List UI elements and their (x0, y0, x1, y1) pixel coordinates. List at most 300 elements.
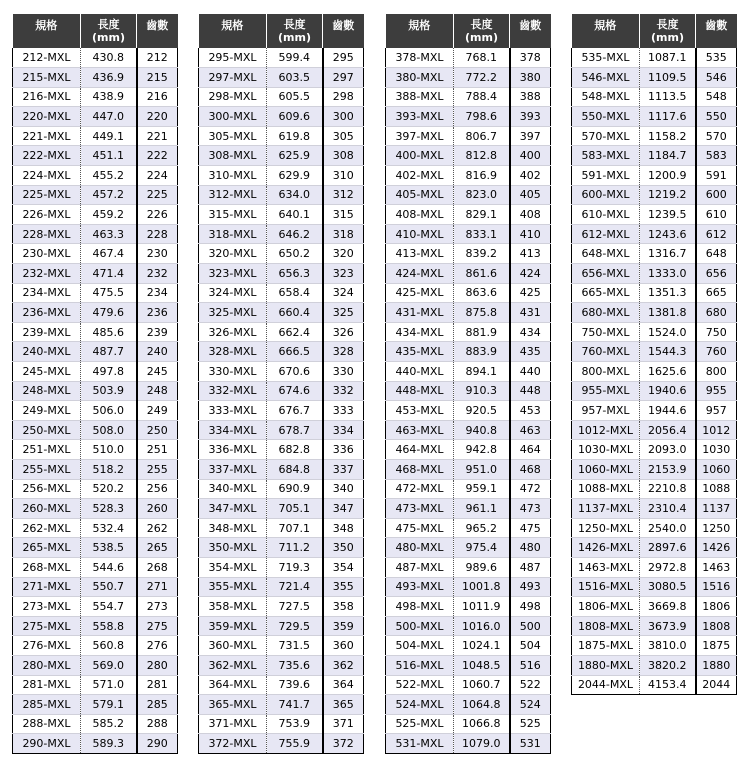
table-row (199, 224, 364, 244)
table-row (386, 655, 551, 675)
cell-teeth: 260 (137, 499, 178, 519)
cell-teeth: 1426 (696, 538, 737, 558)
cell-teeth: 326 (323, 322, 364, 342)
cell-spec: 318-MXL (199, 224, 267, 244)
cell-teeth: 271 (137, 577, 178, 597)
table-row (386, 205, 551, 225)
cell-teeth: 334 (323, 420, 364, 440)
cell-teeth: 535 (696, 48, 737, 68)
cell-length: 674.6 (267, 381, 323, 401)
cell-length: 2972.8 (640, 557, 696, 577)
header-spec: 規格 (13, 14, 81, 48)
table-row (386, 185, 551, 205)
cell-spec: 431-MXL (386, 303, 454, 323)
cell-spec: 265-MXL (13, 538, 81, 558)
cell-teeth: 224 (137, 166, 178, 186)
table-body (386, 48, 551, 753)
cell-length: 711.2 (267, 538, 323, 558)
cell-length: 589.3 (81, 734, 137, 754)
cell-teeth: 371 (323, 714, 364, 734)
cell-spec: 298-MXL (199, 87, 267, 107)
table-row (13, 146, 178, 166)
cell-teeth: 330 (323, 362, 364, 382)
cell-teeth: 362 (323, 655, 364, 675)
cell-length: 959.1 (454, 479, 510, 499)
table-row (386, 538, 551, 558)
cell-spec: 323-MXL (199, 264, 267, 284)
cell-teeth: 405 (510, 185, 551, 205)
cell-spec: 1463-MXL (572, 557, 640, 577)
cell-teeth: 285 (137, 695, 178, 715)
cell-spec: 378-MXL (386, 48, 454, 68)
cell-teeth: 336 (323, 440, 364, 460)
cell-length: 833.1 (454, 224, 510, 244)
cell-spec: 224-MXL (13, 166, 81, 186)
cell-teeth: 397 (510, 126, 551, 146)
cell-spec: 285-MXL (13, 695, 81, 715)
cell-spec: 648-MXL (572, 244, 640, 264)
cell-teeth: 2044 (696, 675, 737, 695)
table-row (572, 597, 737, 617)
table-row (572, 362, 737, 382)
cell-spec: 504-MXL (386, 636, 454, 656)
cell-teeth: 570 (696, 126, 737, 146)
cell-teeth: 358 (323, 597, 364, 617)
cell-spec: 226-MXL (13, 205, 81, 225)
table-row (199, 362, 364, 382)
table-row (199, 675, 364, 695)
cell-length: 1117.6 (640, 107, 696, 127)
table-row (199, 616, 364, 636)
cell-length: 741.7 (267, 695, 323, 715)
cell-teeth: 240 (137, 342, 178, 362)
cell-length: 1333.0 (640, 264, 696, 284)
cell-spec: 548-MXL (572, 87, 640, 107)
cell-teeth: 531 (510, 734, 551, 754)
cell-teeth: 273 (137, 597, 178, 617)
cell-length: 640.1 (267, 205, 323, 225)
cell-spec: 256-MXL (13, 479, 81, 499)
cell-teeth: 475 (510, 518, 551, 538)
cell-length: 684.8 (267, 459, 323, 479)
cell-spec: 468-MXL (386, 459, 454, 479)
cell-teeth: 546 (696, 68, 737, 88)
cell-teeth: 1806 (696, 597, 737, 617)
table-row (386, 381, 551, 401)
table-row (386, 616, 551, 636)
cell-length: 3810.0 (640, 636, 696, 656)
cell-spec: 360-MXL (199, 636, 267, 656)
cell-spec: 347-MXL (199, 499, 267, 519)
cell-spec: 310-MXL (199, 166, 267, 186)
cell-teeth: 410 (510, 224, 551, 244)
cell-length: 690.9 (267, 479, 323, 499)
cell-spec: 240-MXL (13, 342, 81, 362)
cell-length: 605.5 (267, 87, 323, 107)
cell-spec: 665-MXL (572, 283, 640, 303)
cell-spec: 472-MXL (386, 479, 454, 499)
cell-spec: 413-MXL (386, 244, 454, 264)
cell-length: 660.4 (267, 303, 323, 323)
table-header-row (572, 14, 737, 48)
table-row (572, 518, 737, 538)
spec-table-4 (571, 14, 737, 695)
header-length: 長度 (mm) (81, 14, 137, 48)
cell-teeth: 1012 (696, 420, 737, 440)
cell-spec: 535-MXL (572, 48, 640, 68)
cell-teeth: 222 (137, 146, 178, 166)
table-row (386, 126, 551, 146)
table-row (13, 577, 178, 597)
table-row (199, 244, 364, 264)
cell-spec: 239-MXL (13, 322, 81, 342)
cell-length: 3080.5 (640, 577, 696, 597)
table-row (13, 695, 178, 715)
table-row (572, 636, 737, 656)
cell-spec: 750-MXL (572, 322, 640, 342)
cell-spec: 2044-MXL (572, 675, 640, 695)
cell-spec: 487-MXL (386, 557, 454, 577)
cell-teeth: 212 (137, 48, 178, 68)
cell-teeth: 310 (323, 166, 364, 186)
table-row (572, 538, 737, 558)
cell-teeth: 448 (510, 381, 551, 401)
cell-spec: 434-MXL (386, 322, 454, 342)
table-row (199, 714, 364, 734)
table-row (199, 146, 364, 166)
table-row (572, 499, 737, 519)
cell-teeth: 431 (510, 303, 551, 323)
cell-teeth: 234 (137, 283, 178, 303)
cell-teeth: 354 (323, 557, 364, 577)
cell-spec: 365-MXL (199, 695, 267, 715)
table-row (386, 420, 551, 440)
cell-spec: 388-MXL (386, 87, 454, 107)
cell-spec: 546-MXL (572, 68, 640, 88)
table-row (13, 303, 178, 323)
cell-length: 1381.8 (640, 303, 696, 323)
cell-length: 705.1 (267, 499, 323, 519)
cell-spec: 326-MXL (199, 322, 267, 342)
cell-spec: 760-MXL (572, 342, 640, 362)
cell-length: 1524.0 (640, 322, 696, 342)
cell-length: 951.0 (454, 459, 510, 479)
cell-teeth: 550 (696, 107, 737, 127)
table-row (199, 342, 364, 362)
cell-spec: 516-MXL (386, 655, 454, 675)
cell-spec: 440-MXL (386, 362, 454, 382)
cell-length: 658.4 (267, 283, 323, 303)
cell-teeth: 800 (696, 362, 737, 382)
table-body (572, 48, 737, 695)
cell-spec: 1875-MXL (572, 636, 640, 656)
cell-teeth: 610 (696, 205, 737, 225)
table-row (572, 126, 737, 146)
cell-spec: 221-MXL (13, 126, 81, 146)
cell-length: 558.8 (81, 616, 137, 636)
table-row (13, 734, 178, 754)
table-row (13, 107, 178, 127)
cell-length: 1060.7 (454, 675, 510, 695)
table-row (13, 459, 178, 479)
table-row (386, 224, 551, 244)
cell-spec: 312-MXL (199, 185, 267, 205)
cell-teeth: 324 (323, 283, 364, 303)
cell-teeth: 1250 (696, 518, 737, 538)
cell-length: 768.1 (454, 48, 510, 68)
table-row (13, 283, 178, 303)
cell-spec: 273-MXL (13, 597, 81, 617)
cell-length: 1184.7 (640, 146, 696, 166)
table-row (199, 636, 364, 656)
spec-table-1 (12, 14, 178, 754)
cell-teeth: 464 (510, 440, 551, 460)
spec-table-2 (198, 14, 364, 754)
table-row (572, 166, 737, 186)
table-row (199, 303, 364, 323)
cell-length: 2056.4 (640, 420, 696, 440)
cell-length: 676.7 (267, 401, 323, 421)
cell-spec: 308-MXL (199, 146, 267, 166)
cell-length: 881.9 (454, 322, 510, 342)
cell-length: 518.2 (81, 459, 137, 479)
cell-spec: 464-MXL (386, 440, 454, 460)
cell-spec: 333-MXL (199, 401, 267, 421)
cell-length: 646.2 (267, 224, 323, 244)
cell-teeth: 365 (323, 695, 364, 715)
cell-teeth: 425 (510, 283, 551, 303)
cell-teeth: 504 (510, 636, 551, 656)
table-header-row (386, 14, 551, 48)
cell-teeth: 251 (137, 440, 178, 460)
cell-spec: 800-MXL (572, 362, 640, 382)
table-row (199, 205, 364, 225)
table-row (572, 420, 737, 440)
cell-spec: 232-MXL (13, 264, 81, 284)
cell-length: 1239.5 (640, 205, 696, 225)
cell-length: 2310.4 (640, 499, 696, 519)
cell-spec: 216-MXL (13, 87, 81, 107)
cell-spec: 1088-MXL (572, 479, 640, 499)
cell-length: 975.4 (454, 538, 510, 558)
cell-spec: 612-MXL (572, 224, 640, 244)
table-row (386, 695, 551, 715)
cell-spec: 1880-MXL (572, 655, 640, 675)
cell-teeth: 216 (137, 87, 178, 107)
cell-teeth: 400 (510, 146, 551, 166)
cell-teeth: 328 (323, 342, 364, 362)
table-row (572, 87, 737, 107)
cell-length: 585.2 (81, 714, 137, 734)
cell-teeth: 350 (323, 538, 364, 558)
cell-length: 735.6 (267, 655, 323, 675)
cell-length: 670.6 (267, 362, 323, 382)
table-row (572, 303, 737, 323)
cell-teeth: 249 (137, 401, 178, 421)
table-row (13, 185, 178, 205)
cell-spec: 480-MXL (386, 538, 454, 558)
table-row (13, 264, 178, 284)
table-row (572, 381, 737, 401)
cell-spec: 290-MXL (13, 734, 81, 754)
header-teeth: 齒數 (323, 14, 364, 48)
cell-teeth: 680 (696, 303, 737, 323)
cell-length: 1243.6 (640, 224, 696, 244)
cell-length: 508.0 (81, 420, 137, 440)
cell-teeth: 239 (137, 322, 178, 342)
cell-spec: 228-MXL (13, 224, 81, 244)
cell-length: 772.2 (454, 68, 510, 88)
table-row (13, 675, 178, 695)
cell-teeth: 600 (696, 185, 737, 205)
table-row (572, 244, 737, 264)
cell-spec: 320-MXL (199, 244, 267, 264)
cell-spec: 453-MXL (386, 401, 454, 421)
cell-teeth: 480 (510, 538, 551, 558)
cell-length: 532.4 (81, 518, 137, 538)
cell-length: 729.5 (267, 616, 323, 636)
cell-length: 609.6 (267, 107, 323, 127)
cell-length: 463.3 (81, 224, 137, 244)
cell-length: 579.1 (81, 695, 137, 715)
cell-teeth: 276 (137, 636, 178, 656)
cell-length: 3820.2 (640, 655, 696, 675)
cell-length: 629.9 (267, 166, 323, 186)
table-row (199, 264, 364, 284)
cell-spec: 230-MXL (13, 244, 81, 264)
header-teeth: 齒數 (696, 14, 737, 48)
table-row (572, 655, 737, 675)
cell-length: 753.9 (267, 714, 323, 734)
cell-length: 497.8 (81, 362, 137, 382)
cell-length: 554.7 (81, 597, 137, 617)
cell-spec: 271-MXL (13, 577, 81, 597)
cell-length: 910.3 (454, 381, 510, 401)
cell-teeth: 220 (137, 107, 178, 127)
cell-spec: 248-MXL (13, 381, 81, 401)
cell-spec: 583-MXL (572, 146, 640, 166)
cell-length: 2897.6 (640, 538, 696, 558)
cell-teeth: 1875 (696, 636, 737, 656)
cell-spec: 372-MXL (199, 734, 267, 754)
cell-length: 1011.9 (454, 597, 510, 617)
cell-teeth: 957 (696, 401, 737, 421)
cell-spec: 236-MXL (13, 303, 81, 323)
cell-teeth: 648 (696, 244, 737, 264)
cell-spec: 405-MXL (386, 185, 454, 205)
cell-teeth: 453 (510, 401, 551, 421)
cell-teeth: 255 (137, 459, 178, 479)
cell-length: 721.4 (267, 577, 323, 597)
cell-length: 455.2 (81, 166, 137, 186)
cell-length: 603.5 (267, 68, 323, 88)
cell-length: 487.7 (81, 342, 137, 362)
table-row (199, 479, 364, 499)
cell-length: 430.8 (81, 48, 137, 68)
cell-spec: 220-MXL (13, 107, 81, 127)
table-row (13, 655, 178, 675)
cell-teeth: 225 (137, 185, 178, 205)
cell-spec: 380-MXL (386, 68, 454, 88)
cell-spec: 1806-MXL (572, 597, 640, 617)
table-row (386, 342, 551, 362)
table-row (13, 244, 178, 264)
cell-length: 436.9 (81, 68, 137, 88)
cell-length: 920.5 (454, 401, 510, 421)
cell-teeth: 1516 (696, 577, 737, 597)
cell-teeth: 318 (323, 224, 364, 244)
cell-teeth: 312 (323, 185, 364, 205)
cell-length: 506.0 (81, 401, 137, 421)
cell-length: 503.9 (81, 381, 137, 401)
cell-teeth: 1463 (696, 557, 737, 577)
cell-teeth: 337 (323, 459, 364, 479)
cell-teeth: 280 (137, 655, 178, 675)
cell-teeth: 332 (323, 381, 364, 401)
table-row (572, 440, 737, 460)
cell-length: 1064.8 (454, 695, 510, 715)
header-teeth: 齒數 (510, 14, 551, 48)
cell-spec: 355-MXL (199, 577, 267, 597)
cell-teeth: 340 (323, 479, 364, 499)
table-row (572, 205, 737, 225)
cell-spec: 300-MXL (199, 107, 267, 127)
cell-teeth: 236 (137, 303, 178, 323)
cell-spec: 680-MXL (572, 303, 640, 323)
cell-teeth: 408 (510, 205, 551, 225)
cell-spec: 255-MXL (13, 459, 81, 479)
cell-spec: 325-MXL (199, 303, 267, 323)
cell-teeth: 760 (696, 342, 737, 362)
table-row (199, 577, 364, 597)
cell-teeth: 250 (137, 420, 178, 440)
cell-length: 816.9 (454, 166, 510, 186)
table-row (386, 518, 551, 538)
cell-spec: 234-MXL (13, 283, 81, 303)
cell-teeth: 500 (510, 616, 551, 636)
table-row (13, 518, 178, 538)
cell-teeth: 359 (323, 616, 364, 636)
cell-spec: 295-MXL (199, 48, 267, 68)
cell-teeth: 265 (137, 538, 178, 558)
cell-spec: 463-MXL (386, 420, 454, 440)
table-row (199, 518, 364, 538)
cell-teeth: 413 (510, 244, 551, 264)
table-row (572, 224, 737, 244)
table-row (13, 166, 178, 186)
cell-length: 2540.0 (640, 518, 696, 538)
cell-teeth: 295 (323, 48, 364, 68)
cell-teeth: 473 (510, 499, 551, 519)
cell-spec: 212-MXL (13, 48, 81, 68)
table-row (572, 557, 737, 577)
cell-spec: 400-MXL (386, 146, 454, 166)
cell-spec: 359-MXL (199, 616, 267, 636)
cell-teeth: 245 (137, 362, 178, 382)
cell-length: 731.5 (267, 636, 323, 656)
cell-teeth: 297 (323, 68, 364, 88)
cell-teeth: 656 (696, 264, 737, 284)
table-row (199, 322, 364, 342)
cell-spec: 410-MXL (386, 224, 454, 244)
table-row (13, 440, 178, 460)
table-row (13, 126, 178, 146)
cell-spec: 280-MXL (13, 655, 81, 675)
table-row (199, 68, 364, 88)
cell-spec: 408-MXL (386, 205, 454, 225)
cell-length: 940.8 (454, 420, 510, 440)
cell-teeth: 750 (696, 322, 737, 342)
